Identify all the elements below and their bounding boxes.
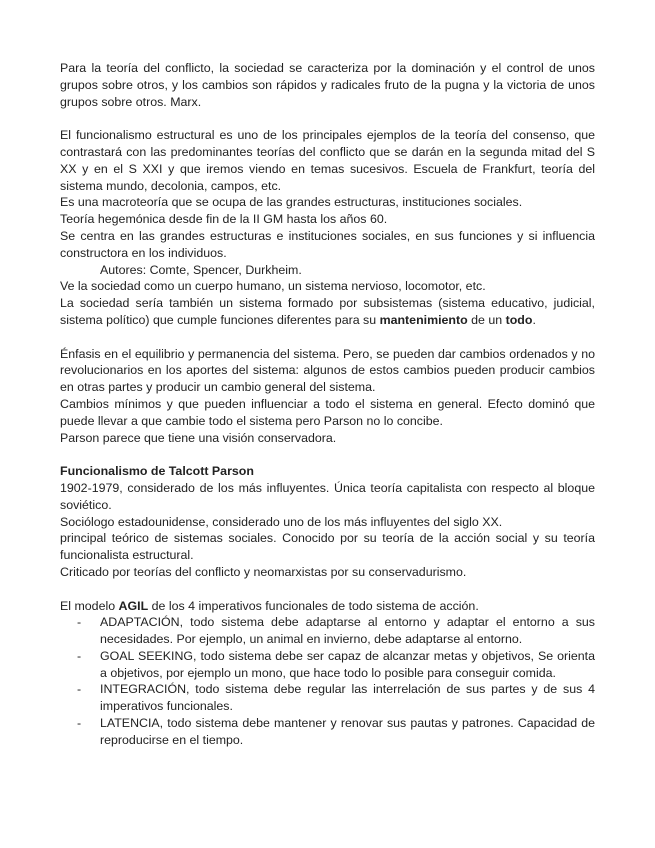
dash-bullet: -	[77, 615, 82, 630]
spacer	[60, 446, 595, 463]
subsystems-bold-maintenance: mantenimiento	[379, 312, 468, 327]
paragraph-structural-functionalism: El funcionalismo estructural es uno de los principales ejemplos de la teoría del consenso, que contrastará con las predominantes teorías del conflicto que se darán en la segunda mitad del S XX y en el S XXI y que iremos viendo en temas sucesivos. Escuela de Frankfurt, teoría del sistema mundo, decolonia, campos, etc.	[60, 128, 595, 193]
agil-text: El modelo	[60, 598, 119, 613]
agil-text-end: de los 4 imperativos funcionales de todo sistema de acción.	[148, 598, 479, 613]
paragraph-focus: Se centra en las grandes estructuras e instituciones sociales, en sus funciones y si influencia constructora en los individuos.	[60, 228, 595, 260]
spacer	[60, 581, 595, 598]
paragraph-subsystems	[60, 295, 595, 329]
subsystems-text-end: .	[532, 312, 536, 327]
list-item-text: GOAL SEEKING, todo sistema debe ser capaz de alcanzar metas y objetivos, Se orienta a objetivos, por ejemplo un mono, que hace todo lo posible para conseguir comida.	[100, 648, 595, 680]
agil-list	[60, 614, 595, 748]
paragraph-parson-theorist: principal teórico de sistemas sociales. Conocido por su teoría de la acción social y su teoría funcionalista estructural.	[60, 531, 595, 563]
list-item	[60, 715, 595, 749]
list-item-text: ADAPTACIÓN, todo sistema debe adaptarse al entorno y adaptar el entorno a sus necesidades. Por ejemplo, un animal en invierno, debe adaptarse al entorno.	[100, 615, 595, 647]
paragraph-authors: Autores: Comte, Spencer, Durkheim.	[100, 262, 302, 277]
paragraph-conservative-view: Parson parece que tiene una visión conservadora.	[60, 430, 337, 445]
paragraph-parson-sociologist: Sociólogo estadounidense, considerado uno de los más influyentes del siglo XX.	[60, 514, 503, 529]
list-item	[60, 614, 595, 648]
list-item	[60, 681, 595, 715]
subsystems-text: La sociedad sería también un sistema formado por subsistemas (sistema educativo, judicial, sistema político) que cumple funciones diferentes para su	[60, 296, 595, 327]
spacer	[60, 329, 595, 346]
agil-bold: AGIL	[118, 598, 149, 613]
dash-bullet: -	[77, 682, 82, 697]
dash-bullet: -	[77, 716, 82, 731]
spacer	[60, 110, 595, 127]
subsystems-bold-whole: todo	[505, 312, 533, 327]
dash-bullet: -	[77, 648, 82, 663]
paragraph-equilibrium: Énfasis en el equilibrio y permanencia del sistema. Pero, se pueden dar cambios ordenados y no revolucionarios en los aportes del sistema: algunos de estos cambios pueden producir cambios en otras partes y producir un cambio general del sistema.	[60, 346, 595, 395]
paragraph-conflict-theory: Para la teoría del conflicto, la sociedad se caracteriza por la dominación y el control de unos grupos sobre otros, y los cambios son rápidos y radicales fruto de la pugna y la victoria de unos grupos sobre otros. Marx.	[60, 61, 595, 109]
paragraph-minimal-changes: Cambios mínimos y que pueden influenciar a todo el sistema en general. Efecto dominó que puede llevar a que cambie todo el sistema pero Parson no lo concibe.	[60, 396, 595, 428]
list-item	[60, 648, 595, 682]
section-title: Funcionalismo de Talcott Parson	[60, 464, 254, 479]
document-page	[60, 60, 595, 749]
paragraph-parson-criticism: Criticado por teorías del conflicto y neomarxistas por su conservadurismo.	[60, 564, 467, 579]
subsystems-text-middle: de un	[467, 312, 506, 327]
paragraph-human-body: Ve la sociedad como un cuerpo humano, un sistema nervioso, locomotor, etc.	[60, 279, 486, 294]
paragraph-parson-dates: 1902-1979, considerado de los más influyentes. Única teoría capitalista con respecto al bloque soviético.	[60, 480, 595, 512]
list-item-text: INTEGRACIÓN, todo sistema debe regular las interrelación de sus partes y de sus 4 imperativos funcionales.	[100, 682, 595, 714]
list-item-text: LATENCIA, todo sistema debe mantener y renovar sus pautas y patrones. Capacidad de reproducirse en el tiempo.	[100, 716, 595, 747]
paragraph-hegemonic-theory: Teoría hegemónica desde fin de la II GM hasta los años 60.	[60, 212, 388, 227]
paragraph-agil-model	[60, 598, 595, 615]
paragraph-macrotheory: Es una macroteoría que se ocupa de las grandes estructuras, instituciones sociales.	[60, 195, 523, 210]
